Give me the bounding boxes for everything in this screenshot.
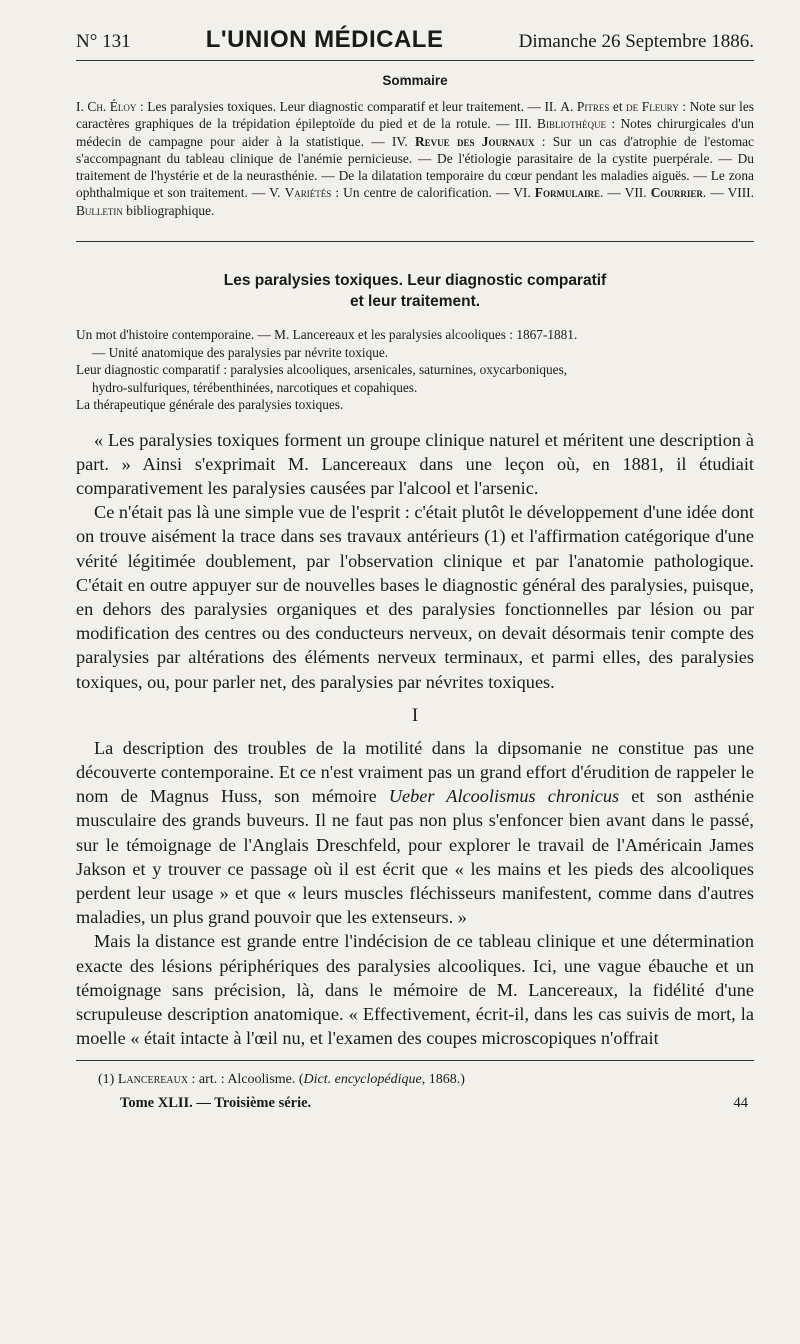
abstract-line: Un mot d'histoire contemporaine. — M. Lancereaux et les paralysies alcooliques : 1867-1881. bbox=[76, 327, 578, 343]
body-paragraph bbox=[76, 736, 754, 930]
summary-rule bbox=[76, 241, 754, 242]
body-paragraph: Ce n'était pas là une simple vue de l'esprit : c'était plutôt le développement d'une idée dont on trouve aisément la trace dans ses travaux antérieurs (1) et l'affirmation catégorique d'une vérité légitimée doublement, par l'observation clinique et par l'anatomie pathologique. C'était en outre appuyer sur de nouvelles bases le diagnostic général des paralysies, puisque, en dehors des paralysies organiques et des paralysies fonctionnelles par lésion ou par modification des centres ou des conducteurs nerveux, on devait désormais tenir compte des paralysies par altérations des éléments nerveux terminaux, et parmi elles, des paralysies toxiques, ou, pour parler net, des paralysies par névrites toxiques. bbox=[76, 502, 754, 692]
article-abstract bbox=[76, 326, 754, 414]
header-rule bbox=[76, 60, 754, 61]
article-body bbox=[76, 428, 754, 1051]
abstract-line: La thérapeutique générale des paralysies toxiques. bbox=[76, 397, 344, 413]
footnote-part: , 1868.) bbox=[421, 1072, 465, 1088]
article-title-line: Les paralysies toxiques. Leur diagnostic comparatif bbox=[223, 272, 607, 290]
journal-title: L'UNION MÉDICALE bbox=[205, 26, 444, 53]
summary-author: de Fleury bbox=[626, 99, 679, 114]
page-footer bbox=[76, 1095, 754, 1115]
summary-author: Ch. Éloy bbox=[87, 99, 137, 114]
summary-part: I. bbox=[76, 99, 88, 114]
summary-title: Sommaire bbox=[382, 73, 448, 88]
summary-part: et bbox=[609, 99, 627, 114]
summary-part: : Les paralysies toxiques. Leur diagnostic comparatif et leur traitement. — II. bbox=[136, 99, 561, 114]
summary-text bbox=[76, 98, 754, 219]
issue-date: Dimanche 26 Septembre 1886. bbox=[518, 31, 754, 52]
footnote-mark: (1) bbox=[98, 1072, 118, 1088]
footnote-rule bbox=[76, 1060, 754, 1061]
volume-label: Tome XLII. — Troisième série. bbox=[120, 1095, 312, 1112]
abstract-line: Leur diagnostic comparatif : paralysies alcooliques, arsenicales, saturnines, oxycarboniques, bbox=[76, 362, 568, 378]
summary-author: A. Pitres bbox=[560, 99, 610, 114]
issue-number: N° 131 bbox=[76, 31, 131, 52]
footnote-cited: Dict. encyclopédique bbox=[303, 1072, 422, 1088]
summary-part: bibliographique. bbox=[122, 202, 215, 218]
summary-part: : Notes chirurgicales d'un médecin de campagne pour aider à la statistique. — IV. bbox=[76, 116, 754, 149]
section-number: I bbox=[411, 704, 419, 726]
summary-part: : Sur un cas d'atrophie de l'estomac s'accompagnant du tableau clinique de l'anémie pernicieuse. — De l'étiologie parasitaire de la cystite puerpérale. — Du traitement de l'hystérie et de la neurasthénie. — De la dilatation temporaire du cœur pendant les maladies aiguës. — Le zona ophthalmique et son traitement. — V. bbox=[76, 133, 755, 201]
abstract-line: hydro-sulfuriques, térébenthinées, narcotiques et copahiques. bbox=[92, 379, 418, 395]
journal-page bbox=[76, 26, 754, 1115]
summary-section: Bulletin bbox=[76, 202, 123, 218]
article-title-line: et leur traitement. bbox=[349, 293, 481, 311]
body-paragraph: « Les paralysies toxiques forment un groupe clinique naturel et méritent une description à part. » Ainsi s'exprimait M. Lancereaux dans une leçon où, en 1881, il étudiait comparativement les paralysies causées par l'alcool et l'arsenic. bbox=[76, 429, 754, 498]
summary-section: Bibliothèque bbox=[537, 116, 606, 132]
summary-section: Formulaire bbox=[534, 185, 600, 201]
article-title bbox=[76, 270, 754, 312]
summary-part: . — VII. bbox=[599, 185, 651, 201]
cited-title: Ueber Alcoolismus chronicus bbox=[388, 786, 620, 807]
footnote-author: Lancereaux bbox=[117, 1072, 189, 1088]
summary-part: : Un centre de calorification. — VI. bbox=[331, 185, 535, 201]
summary-section: Courrier bbox=[650, 185, 703, 201]
page-number: 44 bbox=[733, 1095, 748, 1112]
abstract-line: — Unité anatomique des paralysies par névrite toxique. bbox=[92, 344, 389, 360]
footnote bbox=[76, 1071, 754, 1091]
summary-section: Variétés bbox=[284, 185, 332, 201]
footnote-part: : art. : Alcoolisme. ( bbox=[188, 1072, 304, 1088]
paragraph-part: La description des troubles de la motilité dans la dipsomanie ne constitue pas une découverte contemporaine. Et ce n'est vraiment pas un grand effort d'érudition de rappeler le nom de Magnus Huss, son mémoire bbox=[76, 737, 754, 807]
body-paragraph: Mais la distance est grande entre l'indécision de ce tableau clinique et une détermination exacte des lésions périphériques des paralysies alcooliques. Ici, une vague ébauche et un témoignage sans précision, là, dans le mémoire de M. Lancereaux, la fidélité d'une scrupuleuse description anatomique. « Effectivement, écrit-il, dans les cas suivis de mort, la moelle « était intacte à l'œil nu, et l'examen des coupes microscopiques n'offrait bbox=[76, 931, 754, 1049]
paragraph-part: et son asthénie musculaire des grands buveurs. Il ne faut pas non plus s'enfoncer bien avant dans le passé, sur le témoignage de l'Anglais Dreschfeld, pour explorer le travail de l'Américain James Jakson et y trouver ce passage où il est écrit que « les mains et les pieds des alcooliques perdent leur usage » et que « leurs muscles fléchisseurs manifestent, comme dans d'autres maladies, un plus grand pouvoir que les extenseurs. » bbox=[76, 786, 754, 928]
summary-part: . — VIII. bbox=[702, 185, 754, 201]
summary-part: : Note sur les caractères graphiques de la trépidation épileptoïde du pied et de la rotule. — III. bbox=[76, 99, 754, 132]
summary-section: Revue des Journaux bbox=[414, 133, 535, 149]
page-header bbox=[76, 26, 754, 60]
